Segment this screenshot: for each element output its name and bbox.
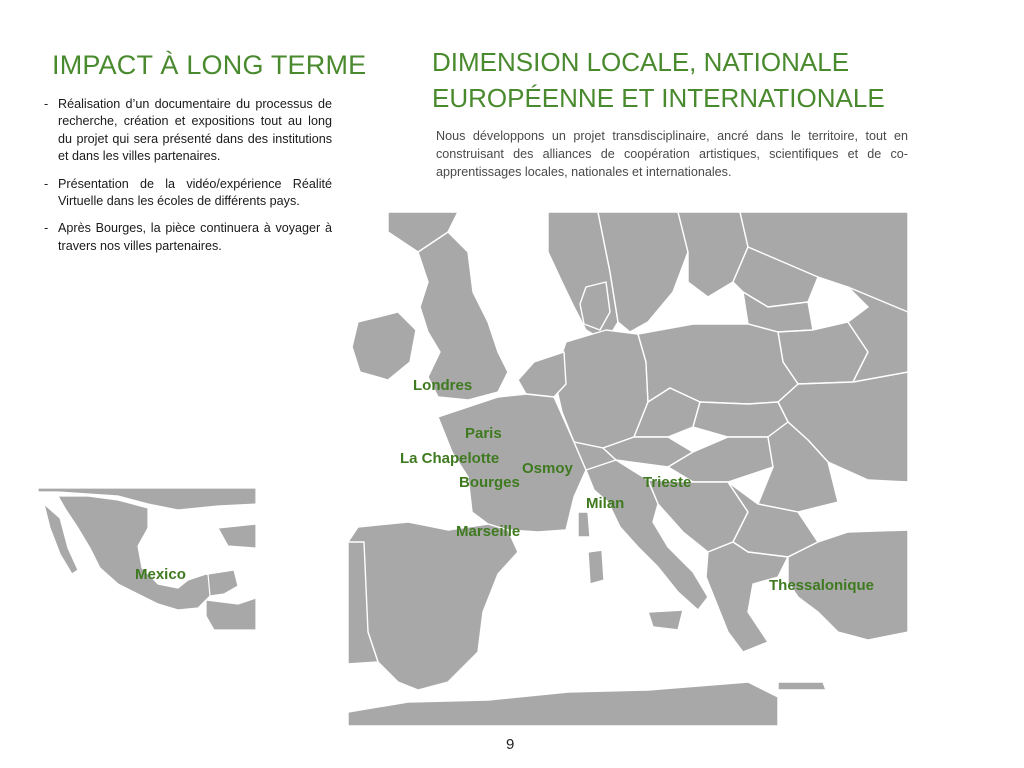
city-label-londres: Londres xyxy=(413,377,473,394)
right-title-line1: DIMENSION LOCALE, NATIONALE xyxy=(432,47,850,77)
city-label-marseille: Marseille xyxy=(456,523,521,540)
mexico-map xyxy=(38,488,256,630)
europe-map xyxy=(348,212,908,726)
left-title: IMPACT À LONG TERME xyxy=(52,50,367,80)
city-label-thessalonique: Thessalonique xyxy=(769,577,875,594)
right-title xyxy=(432,44,885,116)
impact-bullet-list xyxy=(44,96,332,265)
city-label-milan: Milan xyxy=(586,495,625,512)
city-label-bourges: Bourges xyxy=(459,474,520,491)
city-label-paris: Paris xyxy=(465,425,502,442)
mexico-map-graphic xyxy=(38,488,256,630)
city-label-mexico: Mexico xyxy=(135,566,186,583)
city-label-la-chapelotte: La Chapelotte xyxy=(400,450,500,467)
bullet-item: - Réalisation d’un documentaire du processus de recherche, création et expositions tout au long du projet qui sera présenté dans des institutions et dans les villes partenaires. xyxy=(44,96,332,166)
intro-paragraph: Nous développons un projet transdisciplinaire, ancré dans le territoire, tout en construisant des alliances de coopération artistiques, scientifiques et de co-apprentissages locales, nationales et internationales. xyxy=(436,129,908,180)
right-title-line2: EUROPÉENNE ET INTERNATIONALE xyxy=(432,83,885,113)
europe-map-graphic xyxy=(348,212,908,726)
page-number: 9 xyxy=(506,736,515,753)
bullet-item: - Présentation de la vidéo/expérience Réalité Virtuelle dans les écoles de différents pays. xyxy=(44,176,332,211)
city-label-trieste: Trieste xyxy=(643,474,692,491)
bullet-item: - Après Bourges, la pièce continuera à voyager à travers nos villes partenaires. xyxy=(44,220,332,255)
city-label-osmoy: Osmoy xyxy=(522,460,573,477)
